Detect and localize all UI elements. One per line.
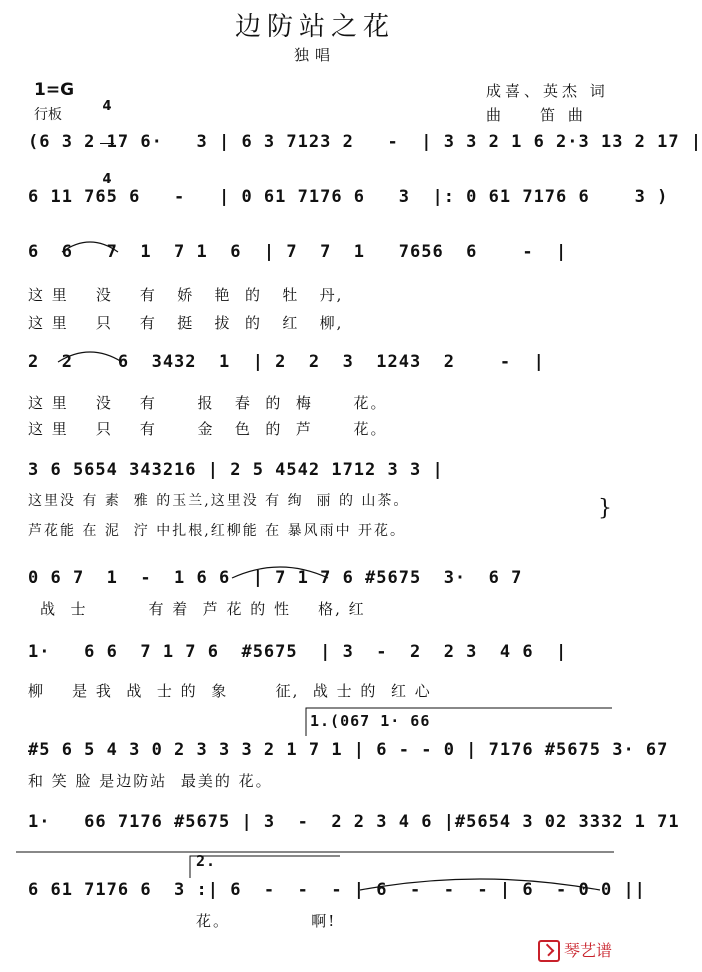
volta-2-label: 2. — [196, 852, 217, 870]
lyric-row-6: 战 士 有 着 芦 花 的 性 格, 红 — [40, 600, 366, 618]
notation-row-7: 1· 6 6 7 1 7 6 #5675 | 3 - 2 2 3 4 6 | — [28, 642, 568, 662]
volta-2-bracket — [190, 856, 340, 878]
notation-row-5: 3 6 5654 343216 | 2 5 4542 1712 3 3 | — [28, 460, 444, 480]
notation-row-6: 0 6 7 1 - 1 6 6 | 7 1 7 6 #5675 3· 6 7 — [28, 568, 523, 588]
notation-row-1: (6 3 2 17 6· 3 | 6 3 7123 2 - | 3 3 2 1 6 2·3 13 2 17 | — [28, 132, 702, 152]
lyric-row-3-verse-2: 这 里 只 有 挺 拔 的 红 柳, — [28, 314, 344, 332]
tempo-marking: 行板 — [34, 107, 62, 123]
slur — [62, 242, 118, 252]
notation-row-2: 6 11 765 6 - | 0 61 7176 6 3 |: 0 61 7176 6 3 ) — [28, 187, 669, 207]
key-signature: 1=G — [34, 80, 75, 100]
lyric-row-10: 花。 啊! — [196, 912, 337, 930]
song-subtitle: 独唱 — [293, 46, 336, 64]
lyric-row-4-verse-1: 这 里 没 有 报 春 的 梅 花。 — [28, 394, 388, 412]
tie — [232, 567, 328, 578]
notation-row-9: 1· 66 7176 #5675 | 3 - 2 2 3 4 6 |#5654 3 02 3332 1 71 — [28, 812, 680, 832]
lyric-row-8: 和 笑 脸 是边防站 最美的 花。 — [28, 772, 273, 790]
lyric-row-3-verse-1: 这 里 没 有 娇 艳 的 牡 丹, — [28, 286, 344, 304]
notation-row-4: 2 2 6 3432 1 | 2 2 3 1243 2 - | — [28, 352, 545, 372]
lyricist-credit: 成喜、英杰 词 — [486, 82, 609, 100]
lyric-row-5-verse-1: 这里没 有 素 雅 的玉兰,这里没 有 绚 丽 的 山茶。 — [28, 493, 410, 509]
slur — [58, 352, 122, 362]
volta-1-bracket — [306, 708, 612, 736]
notation-row-8: #5 6 5 4 3 0 2 3 3 3 2 1 7 1 | 6 - - 0 | 7176 #5675 3· 67 — [28, 740, 669, 760]
song-title: 边防站之花 — [234, 12, 395, 42]
time-signature-top: 4 — [102, 99, 112, 114]
watermark-logo-icon — [538, 940, 560, 962]
volta-1-label: 1.(067 1· 66 — [310, 712, 431, 730]
lyric-row-7: 柳 是 我 战 士 的 象 征, 战 士 的 红 心 — [28, 682, 432, 700]
notation-row-3: 6 6 7 1 7 1 6 | 7 7 1 7656 6 - | — [28, 242, 568, 262]
watermark — [528, 919, 612, 963]
time-signature-bottom: 4 — [102, 172, 112, 187]
verse-brace: } — [598, 496, 612, 521]
composer-credit: 曲 笛 曲 — [486, 106, 587, 124]
tie — [360, 879, 600, 890]
lyric-row-5-verse-2: 芦花能 在 泥 泞 中扎根,红柳能 在 暴风雨中 开花。 — [28, 523, 407, 539]
notation-row-10: 6 61 7176 6 3 :| 6 - - - | 6 - - - | 6 - 0 0 || — [28, 880, 646, 900]
watermark-text: 琴艺谱 — [563, 940, 612, 960]
lyric-row-4-verse-2: 这 里 只 有 金 色 的 芦 花。 — [28, 420, 388, 438]
